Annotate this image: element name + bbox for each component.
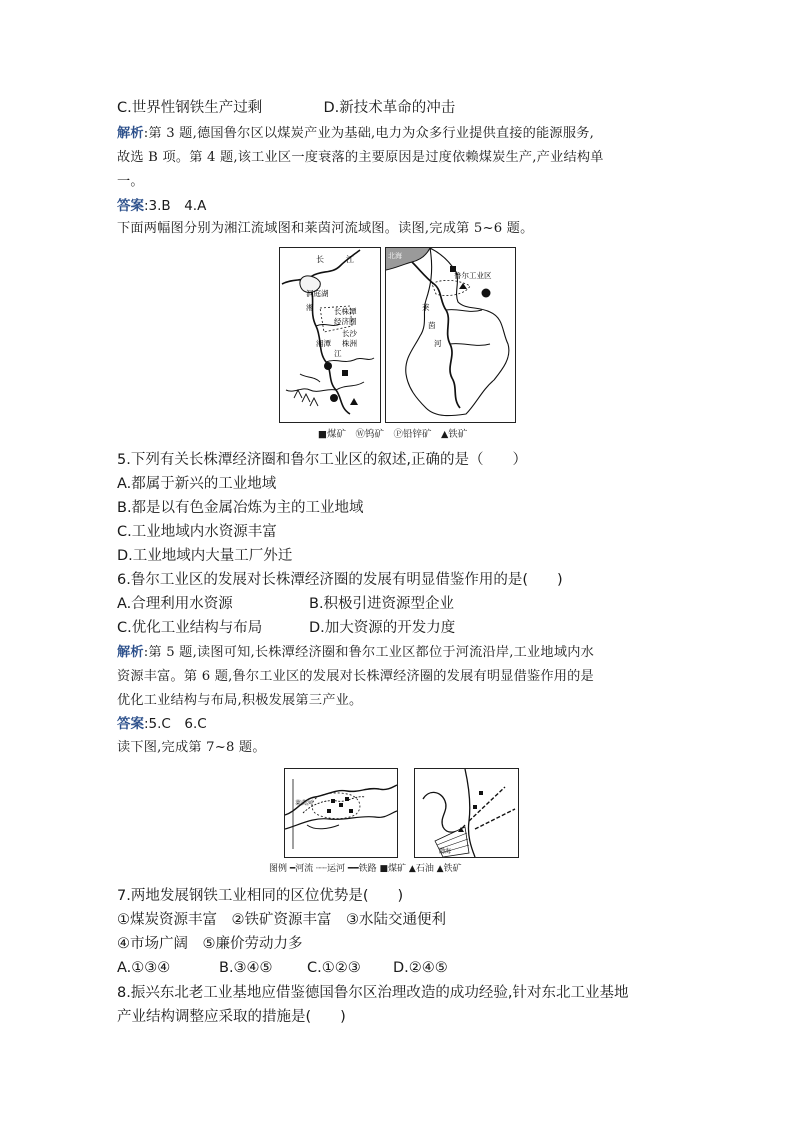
label-czt: 长株潭 xyxy=(334,307,357,316)
coal-mine-marker xyxy=(342,370,348,376)
q7-option-b: B.③④⑤ xyxy=(219,960,273,976)
answer-label: 答案 xyxy=(117,198,144,214)
q6-option-a: A.合理利用水资源 xyxy=(117,596,233,612)
explanation-label: 解析 xyxy=(117,645,144,660)
answer-text: :5.C 6.C xyxy=(144,716,207,732)
xiangjiang-basin-map xyxy=(279,247,381,423)
liaoning-industrial-map xyxy=(414,768,519,858)
q7-choices-row2: ④市场广阔 ⑤廉价劳动力多 xyxy=(117,936,303,952)
q5-option-d: D.工业地域内大量工厂外迁 xyxy=(117,548,293,564)
q7-option-c: C.①②③ xyxy=(307,960,361,976)
rhine-basin-map xyxy=(385,247,516,423)
question-8-line1: 8.振兴东北老工业基地应借鉴德国鲁尔区治理改造的成功经验,针对东北工业基地 xyxy=(117,985,629,1001)
option-d: D.新技术革命的冲击 xyxy=(323,100,456,116)
q7-option-a: A.①③④ xyxy=(117,960,171,976)
intro-7-8: 读下图,完成第 7~8 题。 xyxy=(117,740,266,755)
q6-option-b: B.积极引进资源型企业 xyxy=(309,596,455,612)
q7-choices-row1: ①煤炭资源丰富 ②铁矿资源丰富 ③水陆交通便利 xyxy=(117,912,446,928)
question-4-options xyxy=(117,98,455,118)
answer-text: :3.B 4.A xyxy=(144,198,207,214)
lead-zinc-marker xyxy=(482,289,491,298)
explanation-text: :第 5 题,读图可知,长株潭经济圈和鲁尔工业区都位于河流沿岸,工业地域内水 xyxy=(143,645,594,660)
explanation-3-4-line1 xyxy=(117,124,594,144)
explanation-label: 解析 xyxy=(117,126,144,141)
label-jiang2: 江 xyxy=(334,349,342,358)
question-6-stem: 6.鲁尔工业区的发展对长株潭经济圈的发展有明显借鉴作用的是( ) xyxy=(117,572,563,588)
q7-options xyxy=(117,958,448,978)
lead-zinc-marker xyxy=(324,362,332,370)
explanation-text: :第 3 题,德国鲁尔区以煤炭产业为基础,电力为众多行业提供直接的能源服务, xyxy=(143,126,594,141)
label-xiangtan: 湘潭 xyxy=(316,339,331,348)
label-rhine: 莱茵河 xyxy=(295,800,314,807)
explanation-5-6-line3: 优化工业结构与布局,积极发展第三产业。 xyxy=(117,693,363,708)
label-beihai: 北海 xyxy=(388,252,402,260)
q6-option-c: C.优化工业结构与布局 xyxy=(117,620,263,636)
explanation-3-4-line3: 一。 xyxy=(117,174,144,189)
label-chang: 长 xyxy=(316,255,324,264)
rhine-industrial-svg xyxy=(285,769,397,857)
q5-option-a: A.都属于新兴的工业地域 xyxy=(117,476,277,492)
explanation-3-4-line2: 故选 B 项。第 4 题,该工业区一度衰落的主要原因是过度依赖煤炭生产,产业结构单 xyxy=(117,150,604,165)
map1-legend: ■煤矿 Ⓦ钨矿 Ⓟ铅锌矿 ▲铁矿 xyxy=(318,429,468,440)
answer-5-6 xyxy=(117,714,207,734)
question-5-stem: 5.下列有关长株潭经济圈和鲁尔工业区的叙述,正确的是（ ） xyxy=(117,452,527,468)
label-yin: 茵 xyxy=(428,321,436,330)
label-czt2: 经济圈 xyxy=(334,317,357,326)
question-8-line2: 产业结构调整应采取的措施是( ) xyxy=(117,1009,346,1025)
iron-mine-marker xyxy=(350,398,358,405)
label-changsha: 长沙 xyxy=(342,329,357,338)
explanation-5-6-line1 xyxy=(117,643,594,663)
explanation-5-6-line2: 资源丰富。第 6 题,鲁尔工业区的发展对长株潭经济圈的发展有明显借鉴作用的是 xyxy=(117,669,594,684)
label-bohai: 渤海 xyxy=(439,848,452,855)
xiangjiang-map-svg xyxy=(280,248,380,422)
q6-option-d: D.加大资源的开发力度 xyxy=(309,620,456,636)
q6-options-row2 xyxy=(117,618,455,638)
liaoning-industrial-svg xyxy=(415,769,518,857)
q5-option-c: C.工业地域内水资源丰富 xyxy=(117,524,277,540)
label-dongting: 洞庭湖 xyxy=(306,289,329,298)
q7-option-d: D.②④⑤ xyxy=(393,960,448,976)
label-lai: 莱 xyxy=(422,303,430,312)
map2-legend: 图例 ━河流 ┈┈运河 ━━铁路 ■煤矿 ▲石油 ▲铁矿 xyxy=(269,864,462,874)
iron-mine-marker xyxy=(459,283,467,289)
label-jiang: 江 xyxy=(346,255,354,264)
q6-options-row1 xyxy=(117,594,454,614)
label-zhuzhou: 株洲 xyxy=(342,339,357,348)
option-c: C.世界性钢铁生产过剩 xyxy=(117,100,263,116)
rhine-map-svg xyxy=(386,248,515,422)
label-he: 河 xyxy=(434,339,442,348)
answer-label: 答案 xyxy=(117,716,144,732)
answer-3-4 xyxy=(117,196,206,216)
rhine-industrial-map xyxy=(284,768,398,858)
q5-option-b: B.都是以有色金属冶炼为主的工业地域 xyxy=(117,500,364,516)
label-xiang: 湘 xyxy=(306,303,314,312)
question-7-stem: 7.两地发展钢铁工业相同的区位优势是( ) xyxy=(117,888,404,904)
tungsten-marker xyxy=(330,394,338,402)
label-ruhr: 鲁尔工业区 xyxy=(454,271,492,280)
intro-5-6: 下面两幅图分别为湘江流域图和莱茵河流域图。读图,完成第 5~6 题。 xyxy=(117,221,534,236)
